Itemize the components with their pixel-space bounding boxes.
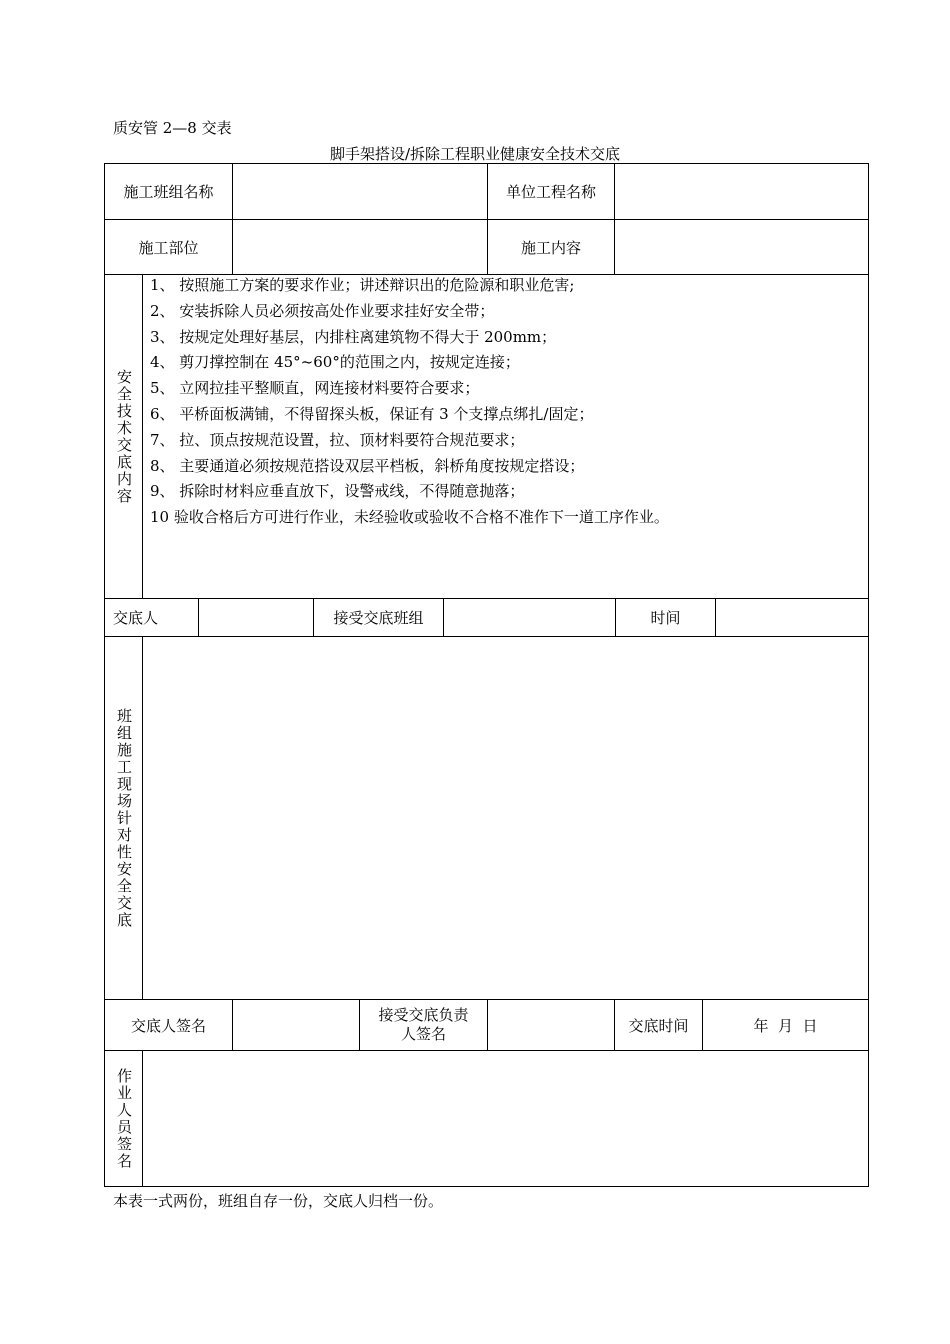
receiving-team-label: 接受交底班组 xyxy=(313,598,444,637)
receiver-sign-field[interactable] xyxy=(487,999,615,1051)
construction-content-label: 施工内容 xyxy=(487,219,615,275)
footer-note: 本表一式两份，班组自存一份，交底人归档一份。 xyxy=(113,1192,444,1210)
safety-item: 10 验收合格后方可进行作业，未经验收或验收不合格不准作下一道工序作业。 xyxy=(150,508,669,527)
form-title: 脚手架搭设/拆除工程职业健康安全技术交底 xyxy=(329,145,621,163)
workers-sign-area[interactable] xyxy=(142,1050,869,1187)
safety-item: 3、 按规定处理好基层，内排柱离建筑物不得大于 200mm； xyxy=(150,327,557,346)
onsite-safety-area[interactable] xyxy=(142,636,869,1000)
safety-item: 4、 剪刀撑控制在 45°~60°的范围之内，按规定连接； xyxy=(150,353,520,372)
receiving-team-field[interactable] xyxy=(443,598,616,637)
receiver-sign-label xyxy=(359,999,488,1051)
safety-item: 8、 主要通道必须按规范搭设双层平档板，斜桥角度按规定搭设； xyxy=(150,456,585,475)
construction-part-label: 施工部位 xyxy=(104,219,233,275)
receiver-sign-label-line1: 接受交底负责 xyxy=(378,1006,469,1024)
disclosure-time-label: 交底时间 xyxy=(614,999,703,1051)
time-field[interactable] xyxy=(715,598,869,637)
unit-project-label: 单位工程名称 xyxy=(487,163,615,220)
safety-item: 9、 拆除时材料应垂直放下，设警戒线，不得随意抛落； xyxy=(150,482,525,501)
discloser-field[interactable] xyxy=(198,598,314,637)
onsite-safety-label: 班组施工现场针对性安全交底 xyxy=(104,636,143,1000)
construction-content-field[interactable] xyxy=(614,219,869,275)
team-name-field[interactable] xyxy=(232,163,488,220)
safety-item: 1、 按照施工方案的要求作业；讲述辩识出的危险源和职业危害; xyxy=(150,276,575,294)
safety-item: 2、 安装拆除人员必须按高处作业要求挂好安全带； xyxy=(150,301,495,320)
construction-part-field[interactable] xyxy=(232,219,488,275)
safety-item: 6、 平桥面板满铺，不得留探头板，保证有 3 个支撑点绑扎/固定； xyxy=(150,404,594,423)
discloser-sign-label: 交底人签名 xyxy=(104,999,233,1051)
safety-item: 7、 拉、顶点按规范设置，拉、顶材料要符合规范要求； xyxy=(150,430,525,449)
form-code: 质安管 2—8 交表 xyxy=(113,119,232,137)
discloser-label: 交底人 xyxy=(104,598,199,637)
team-name-label: 施工班组名称 xyxy=(104,163,233,220)
workers-sign-label: 作业人员签名 xyxy=(104,1050,143,1187)
safety-item: 5、 立网拉挂平整顺直，网连接材料要符合要求； xyxy=(150,379,480,398)
receiver-sign-label-line2: 人签名 xyxy=(400,1025,446,1043)
safety-items-list xyxy=(150,273,860,531)
safety-content-label: 安全技术交底内容 xyxy=(104,274,143,599)
unit-project-field[interactable] xyxy=(614,163,869,220)
disclosure-date-field[interactable]: 年 月 日 xyxy=(702,999,869,1051)
discloser-sign-field[interactable] xyxy=(232,999,360,1051)
time-label: 时间 xyxy=(615,598,716,637)
